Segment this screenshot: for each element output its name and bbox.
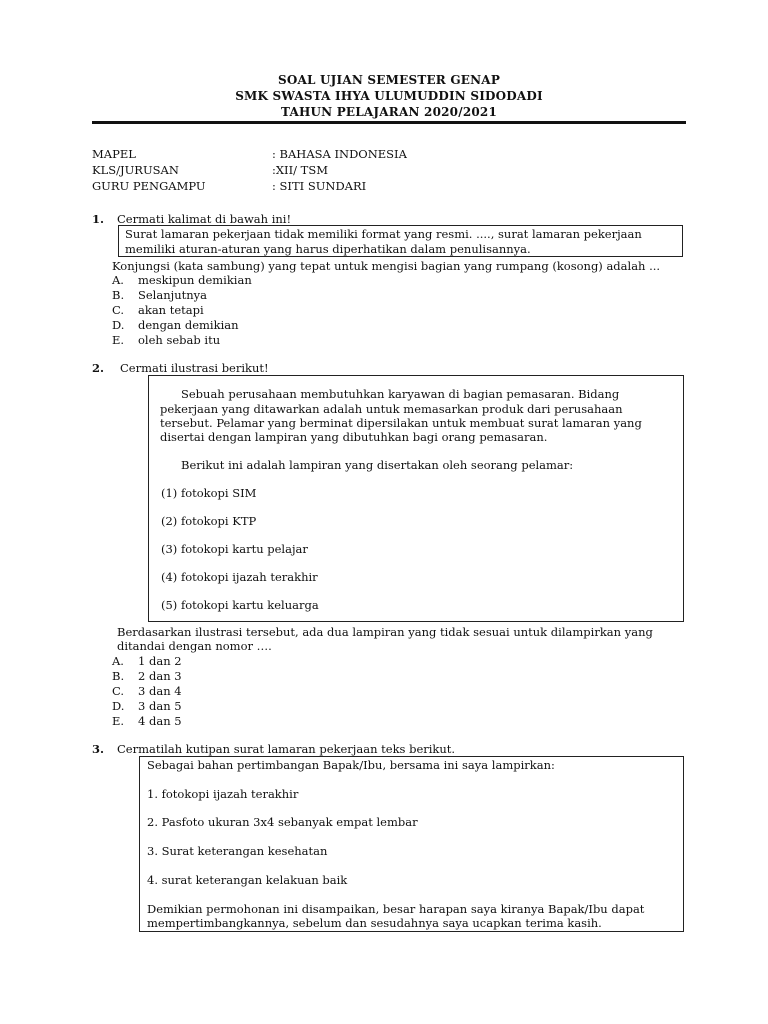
- info-label: MAPEL: [92, 147, 136, 161]
- question-3-letter-box: [139, 756, 684, 932]
- option-letter: B.: [112, 669, 125, 683]
- question-2-text-cont: ditandai dengan nomor ….: [117, 639, 272, 653]
- letter-item: 4. surat keterangan kelakuan baik: [147, 873, 348, 887]
- question-1-quote-box: [118, 225, 683, 257]
- header-divider: [92, 121, 686, 124]
- option-text: meskipun demikian: [138, 273, 252, 287]
- letter-item: 2. Pasfoto ukuran 3x4 sebanyak empat lembar: [147, 815, 418, 829]
- option-text: 4 dan 5: [138, 714, 182, 728]
- question-1-prompt: Cermati kalimat di bawah ini!: [117, 212, 292, 226]
- header-year: TAHUN PELAJARAN 2020/2021: [280, 105, 498, 119]
- attachment-item: (2) fotokopi KTP: [161, 514, 257, 528]
- letter-item: 3. Surat keterangan kesehatan: [147, 844, 328, 858]
- option-letter: C.: [112, 684, 125, 698]
- info-value: : BAHASA INDONESIA: [272, 147, 407, 161]
- attachment-item: (4) fotokopi ijazah terakhir: [161, 570, 318, 584]
- info-row-mapel: [92, 147, 592, 163]
- info-value: :XII/ TSM: [272, 163, 329, 177]
- option-text: akan tetapi: [138, 303, 204, 317]
- illustration-line: disertai dengan lampiran yang dibutuhkan bagi orang pemasaran.: [160, 430, 548, 444]
- question-2-illustration-box: [148, 375, 684, 622]
- question-2-number: 2.: [92, 361, 105, 375]
- option-text: 1 dan 2: [138, 654, 182, 668]
- letter-intro: Sebagai bahan pertimbangan Bapak/Ibu, bersama ini saya lampirkan:: [147, 758, 555, 772]
- info-label: GURU PENGAMPU: [92, 179, 206, 193]
- quote-line: memiliki aturan-aturan yang harus diperhatikan dalam penulisannya.: [125, 242, 531, 256]
- letter-closing: mempertimbangkannya, sebelum dan sesudahnya saya ucapkan terima kasih.: [147, 916, 602, 930]
- info-label: KLS/JURUSAN: [92, 163, 179, 177]
- exam-info: [92, 147, 592, 195]
- illustration-intro: Berikut ini adalah lampiran yang disertakan oleh seorang pelamar:: [181, 458, 574, 472]
- option-text: Selanjutnya: [138, 288, 207, 302]
- option-letter: E.: [112, 333, 125, 347]
- option-letter: E.: [112, 714, 125, 728]
- option-letter: C.: [112, 303, 125, 317]
- option-text: oleh sebab itu: [138, 333, 221, 347]
- question-3-prompt: Cermatilah kutipan surat lamaran pekerjaan teks berikut.: [117, 742, 456, 756]
- option-letter: A.: [112, 273, 124, 287]
- question-2-text: Berdasarkan ilustrasi tersebut, ada dua lampiran yang tidak sesuai untuk dilampirkan yang: [117, 625, 653, 639]
- info-value: : SITI SUNDARI: [272, 179, 367, 193]
- illustration-line: pekerjaan yang ditawarkan adalah untuk memasarkan produk dari perusahaan: [160, 402, 623, 416]
- attachment-item: (1) fotokopi SIM: [161, 486, 257, 500]
- info-row-kelas: [92, 163, 592, 179]
- letter-item: 1. fotokopi ijazah terakhir: [147, 787, 299, 801]
- option-letter: A.: [112, 654, 124, 668]
- illustration-line: Sebuah perusahaan membutuhkan karyawan di bagian pemasaran. Bidang: [181, 387, 620, 401]
- illustration-line: tersebut. Pelamar yang berminat dipersilakan untuk membuat surat lamaran yang: [160, 416, 642, 430]
- attachment-item: (3) fotokopi kartu pelajar: [161, 542, 308, 556]
- question-1-text: Konjungsi (kata sambung) yang tepat untuk mengisi bagian yang rumpang (kosong) adalah ...: [112, 259, 661, 273]
- question-2-prompt: Cermati ilustrasi berikut!: [120, 361, 269, 375]
- header-school: SMK SWASTA IHYA ULUMUDDIN SIDODADI: [235, 89, 543, 103]
- option-text: 3 dan 4: [138, 684, 182, 698]
- exam-header: [92, 72, 686, 120]
- quote-line: Surat lamaran pekerjaan tidak memiliki format yang resmi. ...., surat lamaran pekerjaan: [125, 227, 642, 241]
- question-3-number: 3.: [92, 742, 105, 756]
- option-text: 3 dan 5: [138, 699, 182, 713]
- option-letter: D.: [112, 699, 125, 713]
- option-letter: D.: [112, 318, 125, 332]
- attachment-item: (5) fotokopi kartu keluarga: [161, 598, 319, 612]
- header-title: SOAL UJIAN SEMESTER GENAP: [277, 73, 501, 87]
- info-row-guru: [92, 179, 592, 195]
- letter-closing: Demikian permohonan ini disampaikan, besar harapan saya kiranya Bapak/Ibu dapat: [147, 902, 645, 916]
- option-text: 2 dan 3: [138, 669, 182, 683]
- question-1-number: 1.: [92, 212, 105, 226]
- option-letter: B.: [112, 288, 125, 302]
- option-text: dengan demikian: [138, 318, 239, 332]
